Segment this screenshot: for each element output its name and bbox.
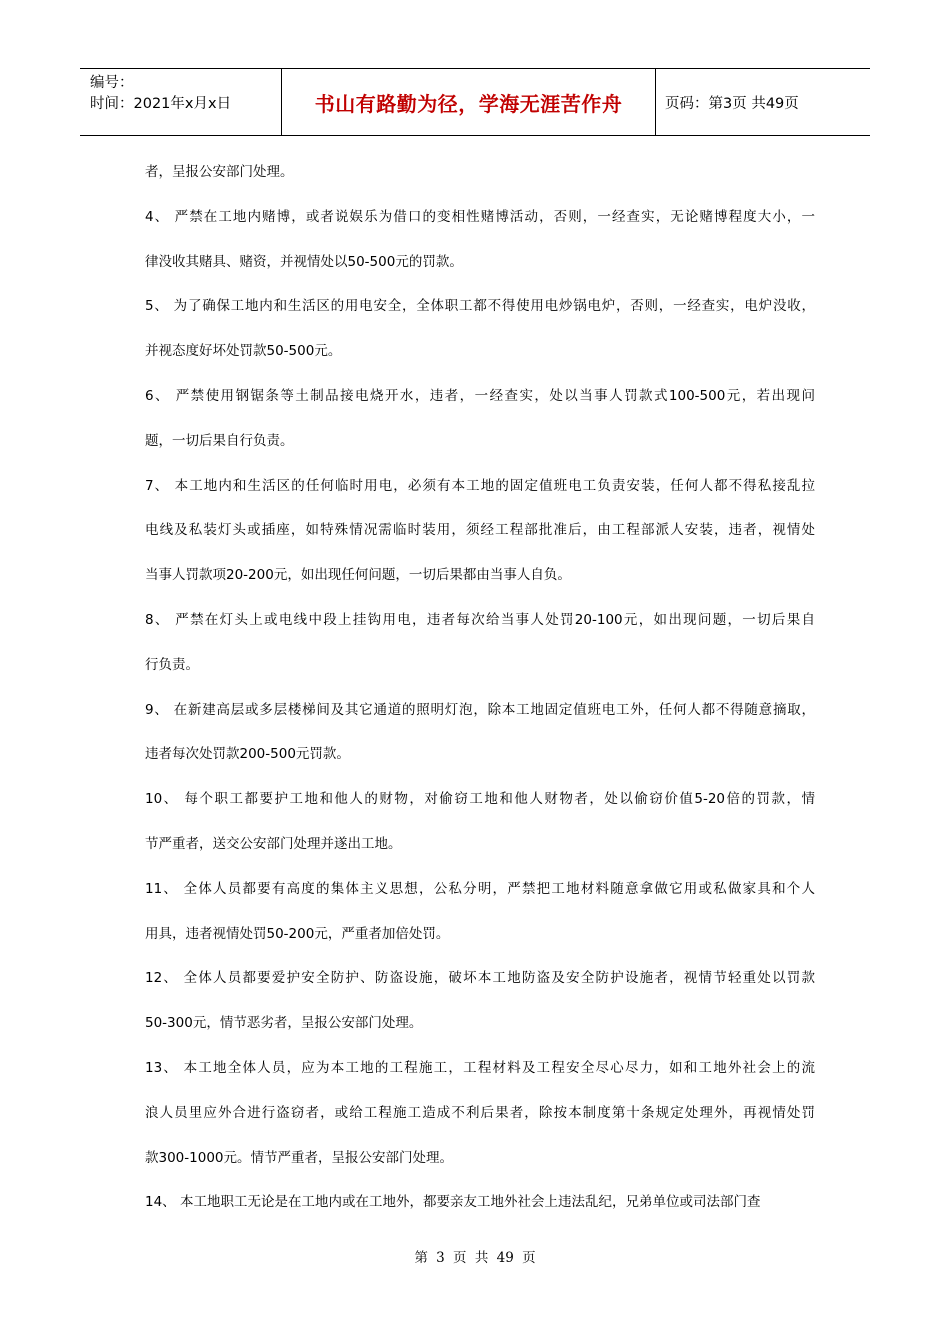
- header-motto: 书山有路勤为径，学海无涯苦作舟: [314, 91, 623, 116]
- paragraph-line: 11、 全体人员都要有高度的集体主义思想，公私分明，严禁把工地材料随意拿做它用或私做家具和个人: [145, 880, 815, 897]
- paragraph-line: 款300-1000元。情节严重者，呈报公安部门处理。: [145, 1149, 453, 1166]
- page-header: [80, 68, 870, 136]
- paragraph-line: 者，呈报公安部门处理。: [145, 164, 294, 180]
- paragraph-line: 12、 全体人员都要爱护安全防护、防盗设施，破坏本工地防盗及安全防护设施者，视情节轻重处以罚款: [145, 970, 815, 987]
- paragraph-line: 14、 本工地职工无论是在工地内或在工地外，都要亲友工地外社会上违法乱纪，兄弟单位或司法部门查: [145, 1194, 761, 1211]
- paragraph-line: 浪人员里应外合进行盗窃者，或给工程施工造成不利后果者，除按本制度第十条规定处理外，再视情处罚: [145, 1104, 815, 1121]
- paragraph-line: 律没收其赌具、赌资，并视情处以50-500元的罚款。: [145, 253, 463, 270]
- header-divider: [655, 69, 656, 135]
- paragraph-line: 电线及私装灯头或插座，如特殊情况需临时装用，须经工程部批准后，由工程部派人安装，违者，视情处: [145, 522, 815, 539]
- document-body: [145, 150, 815, 1225]
- paragraph-line: 并视态度好坏处罚款50-500元。: [145, 343, 342, 360]
- page-footer: 第 3 页 共 49 页: [414, 1250, 536, 1266]
- serial-number-label: 编号：: [90, 75, 134, 91]
- paragraph-line: 9、 在新建高层或多层楼梯间及其它通道的照明灯泡，除本工地固定值班电工外，任何人都不得随意摘取，: [145, 701, 815, 718]
- paragraph-line: 8、 严禁在灯头上或电线中段上挂钩用电，违者每次给当事人处罚20-100元，如出现问题，一切后果自: [145, 611, 815, 628]
- paragraph-line: 行负责。: [145, 656, 199, 673]
- header-meta: [90, 73, 280, 115]
- paragraph-line: 10、 每个职工都要护工地和他人的财物，对偷窃工地和他人财物者，处以偷窃价值5-20倍的罚款，情: [145, 791, 815, 808]
- paragraph-line: 5、 为了确保工地内和生活区的用电安全，全体职工都不得使用电炒锅电炉，否则，一经查实，电炉没收，: [145, 298, 815, 315]
- paragraph-line: 50-300元，情节恶劣者，呈报公安部门处理。: [145, 1015, 423, 1032]
- paragraph-line: 6、 严禁使用钢锯条等土制品接电烧开水，违者，一经查实，处以当事人罚款式100-500元，若出现问: [145, 387, 815, 404]
- paragraph-line: 题，一切后果自行负责。: [145, 432, 294, 449]
- paragraph-line: 7、 本工地内和生活区的任何临时用电，必须有本工地的固定值班电工负责安装，任何人都不得私接乱拉: [145, 477, 815, 494]
- paragraph-line: 违者每次处罚款200-500元罚款。: [145, 746, 350, 763]
- paragraph-line: 用具，违者视情处罚50-200元，严重者加倍处罚。: [145, 925, 450, 942]
- paragraph-line: 节严重者，送交公安部门处理并遂出工地。: [145, 835, 402, 852]
- paragraph-line: 4、 严禁在工地内赌博，或者说娱乐为借口的变相性赌博活动，否则，一经查实，无论赌博程度大小，一: [145, 208, 815, 225]
- date-label: 时间：2021年x月x日: [90, 96, 232, 112]
- paragraph-line: 13、 本工地全体人员，应为本工地的工程施工，工程材料及工程安全尽心尽力，如和工地外社会上的流: [145, 1059, 815, 1076]
- header-page-info: 页码：第3页 共49页: [665, 95, 799, 112]
- paragraph-line: 当事人罚款项20-200元，如出现任何问题，一切后果都由当事人自负。: [145, 567, 571, 584]
